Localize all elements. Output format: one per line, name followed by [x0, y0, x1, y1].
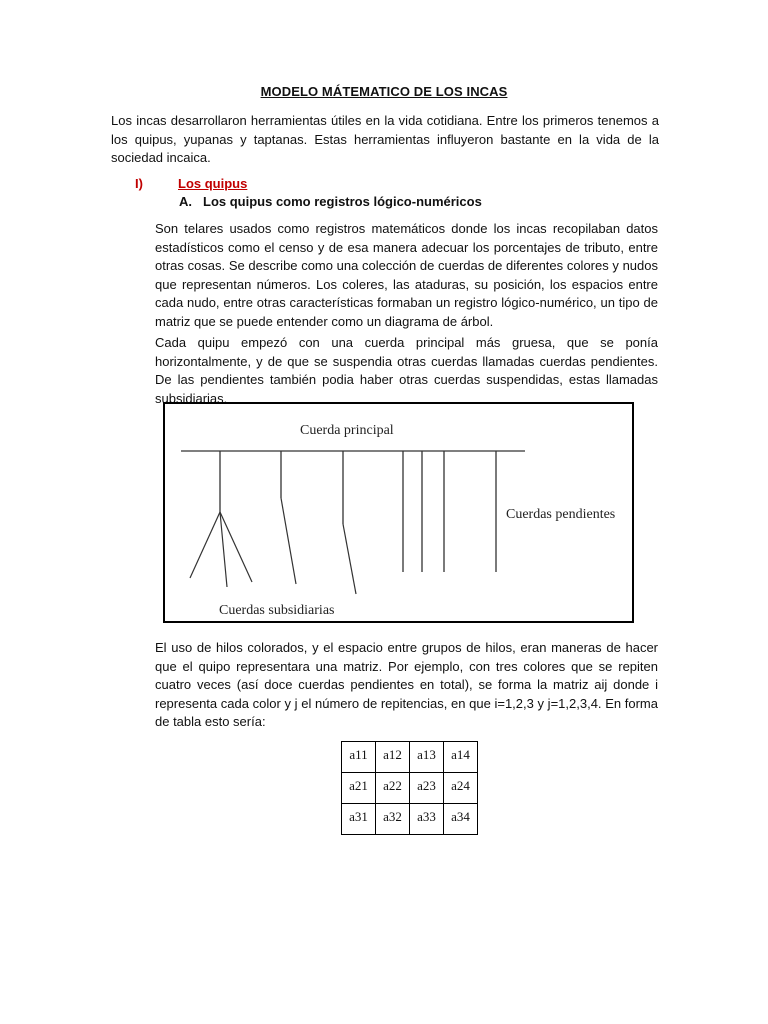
subsidiary-cord-1a [190, 512, 220, 578]
matrix-cell: a24 [444, 773, 478, 804]
table-row [342, 742, 478, 773]
section-number: I) [135, 176, 143, 191]
label-pendant-cords: Cuerdas pendientes [506, 507, 616, 522]
matrix-cell: a11 [342, 742, 376, 773]
table-row [342, 804, 478, 835]
subsection-title: Los quipus como registros lógico-numéricos [203, 194, 482, 209]
quipu-diagram-drawing [165, 404, 632, 621]
section-title: Los quipus [178, 176, 248, 191]
table-row [342, 773, 478, 804]
quipus-structure-paragraph: Cada quipu empezó con una cuerda principal más gruesa, que se ponía horizontalmente, y de que se suspendia otras cuerdas llamadas cuerdas pendientes. De las pendientes también podia haber otras cuerdas suspendidas, estas llamadas subsidiarias. [155, 335, 658, 406]
matrix-cell: a34 [444, 804, 478, 835]
subsection-number: A. [179, 194, 192, 209]
subsidiary-cord-2 [281, 498, 296, 584]
matrix-cell: a33 [410, 804, 444, 835]
quipu-diagram [163, 402, 634, 623]
quipus-description-paragraph: Son telares usados como registros matemáticos donde los incas recopilaban datos estadísticos como el censo y de esa manera adecuar los porcentajes de tributo, entre otras cosas. Se describe como una colección de cuerdas de diferentes colores y nudos que representan números. Los coleres, las ataduras, su posición, los espacios entre cada nudo, entre otras características formaban un registro lógico-numérico, un tipo de matriz que se puede entender como un diagrama de árbol. [155, 221, 658, 329]
matrix-explanation-paragraph: El uso de hilos colorados, y el espacio entre grupos de hilos, eran maneras de hacer que el quipo representara una matriz. Por ejemplo, con tres colores que se repiten cuatro veces (así doce cuerdas pendientes en total), se forma la matriz aij donde i representa cada color y j el número de repitencias, en que i=1,2,3 y j=1,2,3,4. En forma de tabla esto sería: [155, 640, 658, 729]
matrix-cell: a23 [410, 773, 444, 804]
subsidiary-cord-1c [220, 512, 252, 582]
matrix-cell: a32 [376, 804, 410, 835]
label-main-cord: Cuerda principal [300, 423, 394, 438]
subsidiary-cord-1b [220, 512, 227, 587]
matrix-cell: a13 [410, 742, 444, 773]
page-title: MODELO MÁTEMATICO DE LOS INCAS [260, 84, 508, 99]
label-subsidiary-cords: Cuerdas subsidiarias [219, 603, 335, 618]
intro-paragraph: Los incas desarrollaron herramientas útiles en la vida cotidiana. Entre los primeros tenemos a los quipus, yupanas y taptanas. Estas herramientas influyeron bastante en la vida de la sociedad incaica. [111, 113, 659, 165]
subsidiary-cord-3 [343, 524, 356, 594]
matrix-cell: a12 [376, 742, 410, 773]
matrix-table [341, 741, 478, 835]
matrix-cell: a31 [342, 804, 376, 835]
matrix-cell: a14 [444, 742, 478, 773]
matrix-cell: a22 [376, 773, 410, 804]
matrix-cell: a21 [342, 773, 376, 804]
